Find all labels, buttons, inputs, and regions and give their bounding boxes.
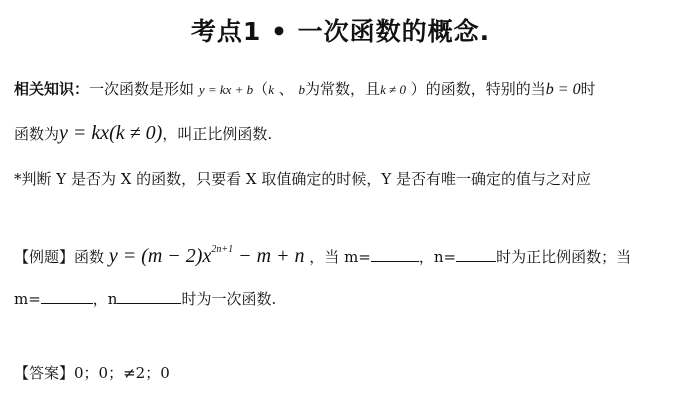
knowledge-text-3: 时 — [580, 80, 596, 98]
answer-line — [14, 362, 170, 383]
knowledge-line-2 — [14, 122, 272, 145]
example-line2-m: m= — [14, 290, 41, 308]
var-k: k — [268, 82, 274, 97]
separator: 、 — [278, 80, 294, 98]
example-formula-main: y = (m − 2)x — [108, 245, 212, 267]
blank-m-2[interactable] — [41, 291, 93, 304]
condition-k: k ≠ 0 — [380, 82, 406, 97]
example-text-4: 时为正比例函数；当 — [496, 248, 632, 266]
answer-label: 【答案】 — [14, 364, 75, 382]
knowledge-line-1 — [14, 78, 596, 99]
example-line2-sep: ，n — [92, 290, 118, 308]
knowledge-text-1: 一次函数是形如 — [89, 80, 195, 98]
knowledge-text-2: 为常数，且 — [305, 80, 381, 98]
blank-n-2[interactable] — [117, 291, 181, 304]
example-formula — [109, 245, 305, 267]
answer-text: 0；0；≠2；0 — [74, 364, 170, 382]
example-formula-exponent: 2n+1 — [211, 244, 234, 255]
blank-m-1[interactable] — [371, 249, 419, 262]
example-formula-tail: − m + n — [233, 245, 305, 267]
example-line-1 — [14, 244, 631, 268]
formula-linear: y = kx + b — [198, 82, 254, 97]
example-label: 【例题】 — [14, 248, 75, 266]
knowledge-label: 相关知识： — [14, 80, 90, 98]
note-line: *判断 Y 是否为 X 的函数，只要看 X 取值确定的时候，Y 是否有唯一确定的值与之对应 — [14, 170, 592, 188]
knowledge-line2-text-1: 函数为 — [14, 125, 60, 143]
formula-proportional: y = kx(k ≠ 0) — [59, 122, 163, 144]
condition-b: b = 0 — [545, 81, 581, 98]
example-text-2: ，当 m= — [309, 248, 371, 266]
page-title: 考点1 • 一次函数的概念. — [190, 17, 491, 46]
example-text-1: 函数 — [74, 248, 105, 266]
blank-n-1[interactable] — [456, 249, 496, 262]
example-text-3: ，n= — [418, 248, 457, 266]
example-line-2 — [14, 288, 276, 309]
example-line2-end: 时为一次函数. — [181, 290, 277, 308]
var-b: b — [298, 82, 306, 97]
paren-open: （ — [253, 80, 269, 98]
knowledge-line2-text-2: ，叫正比例函数. — [162, 125, 273, 143]
paren-close: ）的函数，特别的当 — [410, 80, 546, 98]
